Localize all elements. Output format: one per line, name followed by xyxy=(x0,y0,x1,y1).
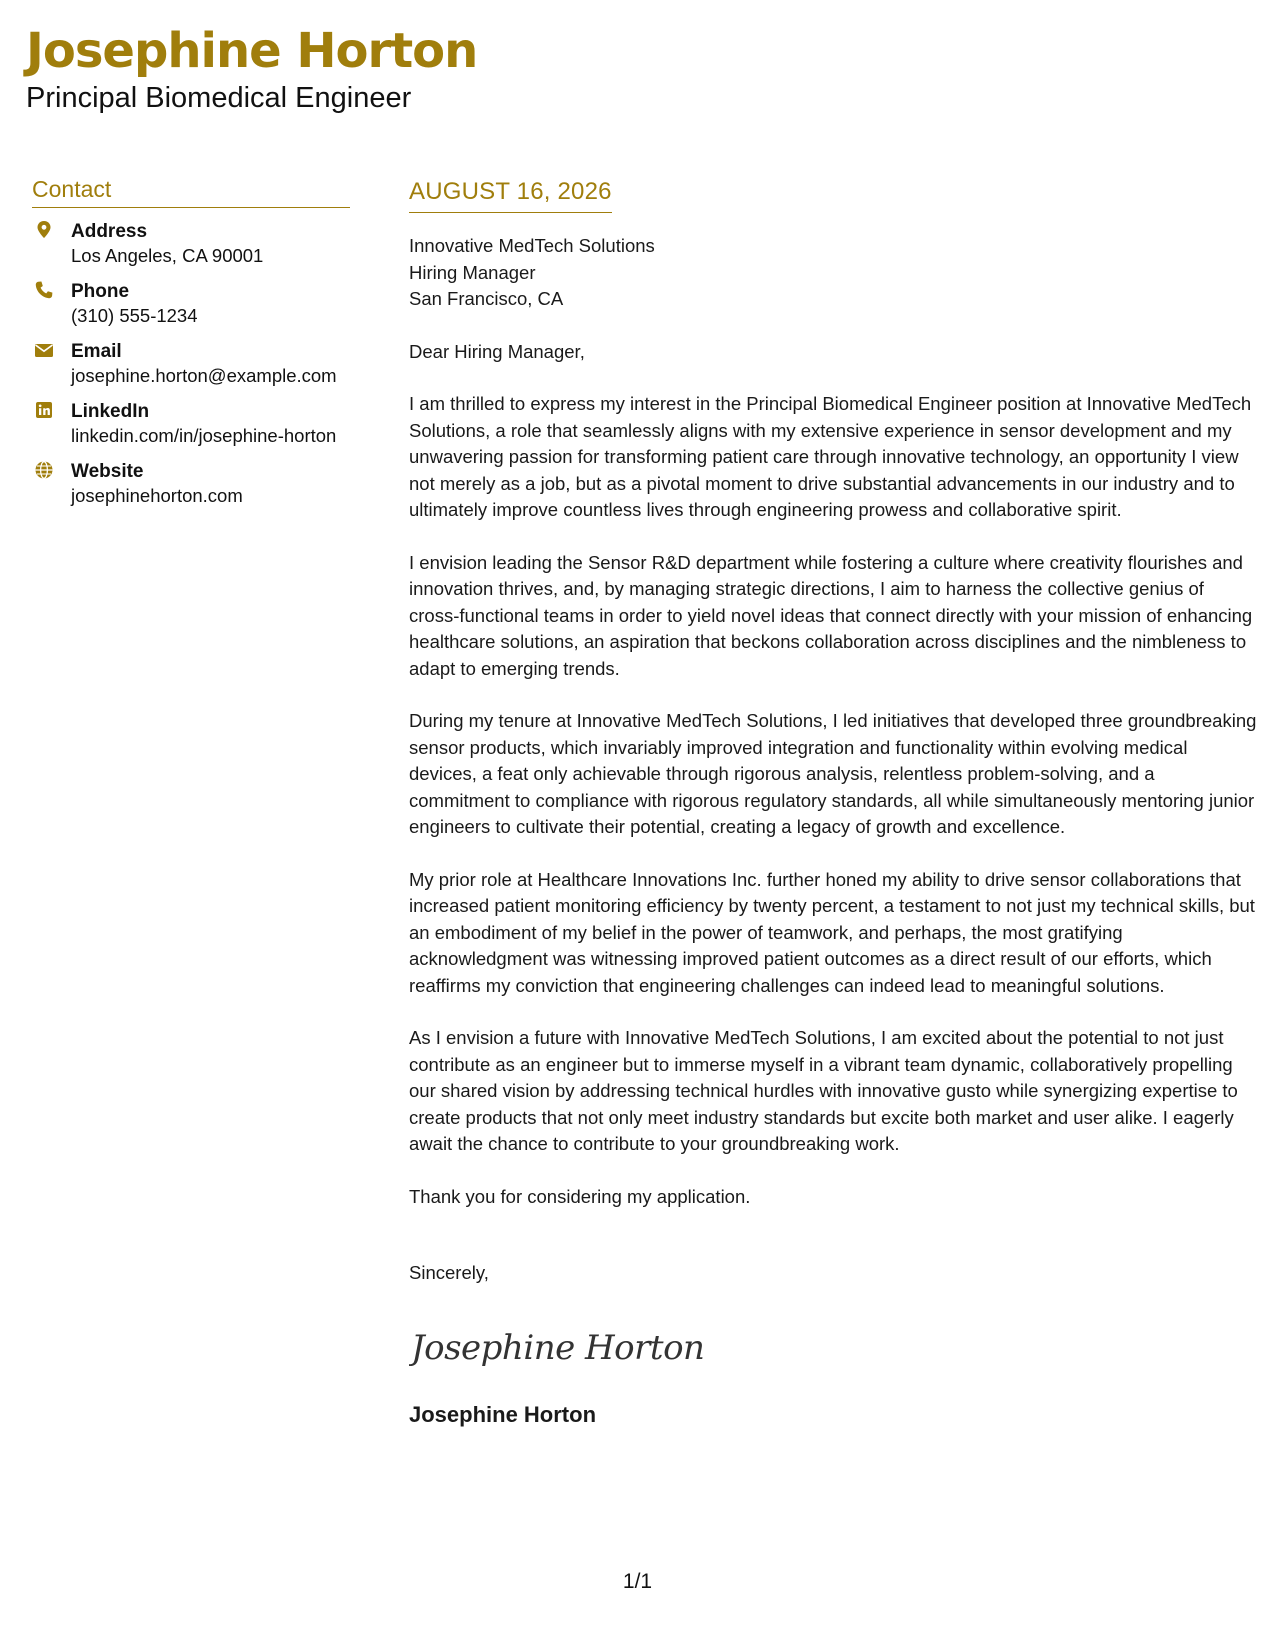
contact-item-email xyxy=(32,340,350,388)
body-paragraph: I am thrilled to express my interest in the Principal Biomedical Engineer position at Innovative MedTech Solutions, a role that seamlessly aligns with my extensive experience in sensor development and my unwavering passion for transforming patient care through innovative technology, an opportunity I view not merely as a job, but as a pivotal moment to drive substantial advancements in our industry and to ultimately improve countless lives through engineering prowess and collaborative spirit. xyxy=(409,393,1252,520)
recipient-block xyxy=(409,233,1259,313)
handwritten-signature xyxy=(409,1313,729,1377)
applicant-title: Principal Biomedical Engineer xyxy=(26,82,412,114)
contact-item-website xyxy=(32,460,350,508)
contact-label: Email xyxy=(71,341,122,362)
body-paragraph: My prior role at Healthcare Innovations Inc. further honed my ability to drive sensor collaborations that increased patient monitoring efficiency by twenty percent, a testament to not just my technical skills, but an embodiment of my belief in the power of teamwork, and perhaps, the most gratifying acknowledgment was witnessing improved patient outcomes as a direct result of our efforts, which reaffirms my conviction that engineering challenges can indeed lead to meaningful solutions. xyxy=(409,868,1255,996)
letter-body xyxy=(409,178,1259,1428)
contact-value: Los Angeles, CA 90001 xyxy=(71,245,264,266)
contact-label: Website xyxy=(71,461,144,482)
letter-header xyxy=(26,20,477,116)
page-number: 1/1 xyxy=(622,1570,653,1593)
contact-value: (310) 555-1234 xyxy=(71,305,198,326)
signer-name: Josephine Horton xyxy=(409,1401,597,1427)
linkedin-link[interactable]: linkedin.com/in/josephine-horton xyxy=(71,425,337,446)
contact-item-address xyxy=(32,220,350,268)
linkedin-icon xyxy=(34,400,54,420)
greeting: Dear Hiring Manager, xyxy=(409,340,585,362)
thank-you-line: Thank you for considering my application. xyxy=(409,1185,751,1207)
website-link[interactable]: josephinehorton.com xyxy=(71,485,243,506)
contact-label: LinkedIn xyxy=(71,401,150,422)
recipient-location: San Francisco, CA xyxy=(409,288,564,309)
signature-text: Josephine Horton xyxy=(411,1327,705,1368)
body-paragraph: I envision leading the Sensor R&D department while fostering a culture where creativity flourishes and innovation thrives, and, by managing strategic directions, I aim to harness the collective genius of cross-functional teams in order to yield novel ideas that connect directly with your mission of enhancing healthcare solutions, an aspiration that beckons collaboration across disciplines and the nimbleness to adapt to emerging trends. xyxy=(409,551,1253,679)
globe-icon xyxy=(34,460,54,480)
applicant-name: Josephine Horton xyxy=(26,23,478,79)
body-paragraph: During my tenure at Innovative MedTech Solutions, I led initiatives that developed three groundbreaking sensor products, which invariably improved integration and functionality within evolving medical devices, a feat only achievable through rigorous analysis, relentless problem-solving, and a commitment to compliance with rigorous regulatory standards, all while simultaneously mentoring junior engineers to cultivate their potential, creating a legacy of growth and excellence. xyxy=(409,710,1257,837)
map-pin-icon xyxy=(34,220,54,240)
recipient-company: Innovative MedTech Solutions xyxy=(409,235,655,256)
body-paragraph: As I envision a future with Innovative MedTech Solutions, I am excited about the potential to not just contribute as an engineer but to immerse myself in a vibrant team dynamic, collaboratively propelling our shared vision by addressing technical hurdles with innovative gusto while synergizing expertise to create products that not only meet industry standards but excite both market and user alike. I eagerly await the chance to contribute to your groundbreaking work. xyxy=(409,1027,1238,1154)
letter-date: AUGUST 16, 2026 xyxy=(409,178,612,213)
closing: Sincerely, xyxy=(409,1262,489,1283)
phone-icon xyxy=(34,280,54,300)
contact-label: Phone xyxy=(71,281,130,302)
contact-item-phone xyxy=(32,280,350,328)
contact-item-linkedin xyxy=(32,400,350,448)
contact-label: Address xyxy=(71,221,148,242)
recipient-role: Hiring Manager xyxy=(409,261,536,283)
contact-heading: Contact xyxy=(32,176,350,208)
contact-sidebar xyxy=(32,176,350,508)
envelope-icon xyxy=(34,340,54,360)
email-link[interactable]: josephine.horton@example.com xyxy=(71,365,337,386)
